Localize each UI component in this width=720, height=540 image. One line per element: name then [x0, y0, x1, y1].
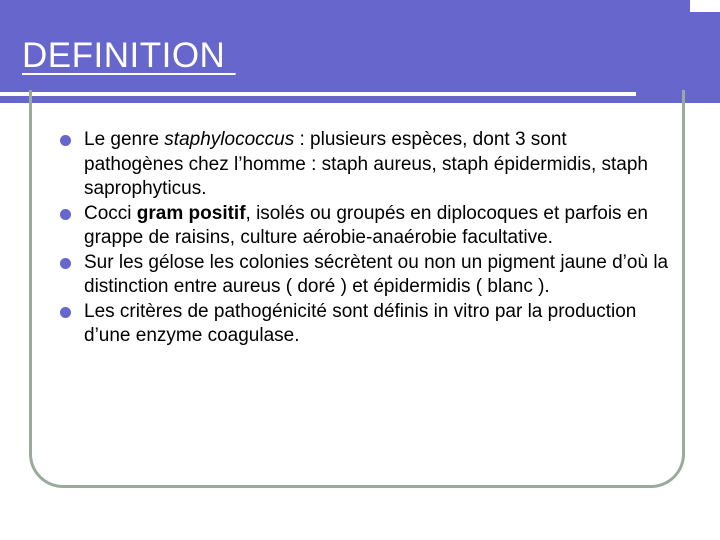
slide-header: [0, 0, 720, 103]
bullet-list: [60, 128, 670, 349]
bullet-text: Sur les gélose les colonies sécrètent ou non un pigment jaune d’où la distinction entre aureus ( doré ) et épidermidis ( blanc ).: [84, 251, 669, 297]
bullet-text-pre: Le genre: [84, 129, 165, 150]
bullet-dot-icon: [60, 135, 71, 146]
bullet-text-post: , isolés ou groupés en diplocoques et parfois en grappe de raisins, culture aérobie-anaérobie facultative.: [84, 202, 648, 248]
bullet-text-pre: Cocci: [84, 202, 137, 224]
bullet-text-post: : plusieurs espèces, dont 3 sont pathogènes chez l’homme : staph aureus, staph épidermidis, staph saprophyticus.: [84, 129, 648, 199]
bullet-text: Les critères de pathogénicité sont définis in vitro par la production d’une enzyme coagulase.: [84, 300, 637, 346]
bullet-item-criteres: [60, 300, 670, 349]
bullet-text-italic: staphylococcus: [164, 129, 295, 150]
header-corner-accent: [690, 0, 720, 12]
bullet-dot-icon: [60, 258, 71, 269]
bullet-dot-icon: [60, 209, 71, 220]
bullet-item-genre: [60, 128, 670, 202]
slide-title: DEFINITION: [22, 36, 236, 75]
bullet-dot-icon: [60, 307, 71, 318]
bullet-item-gelose: [60, 251, 670, 300]
bullet-item-cocci: [60, 202, 670, 251]
bullet-text-bold: gram positif: [136, 202, 246, 224]
